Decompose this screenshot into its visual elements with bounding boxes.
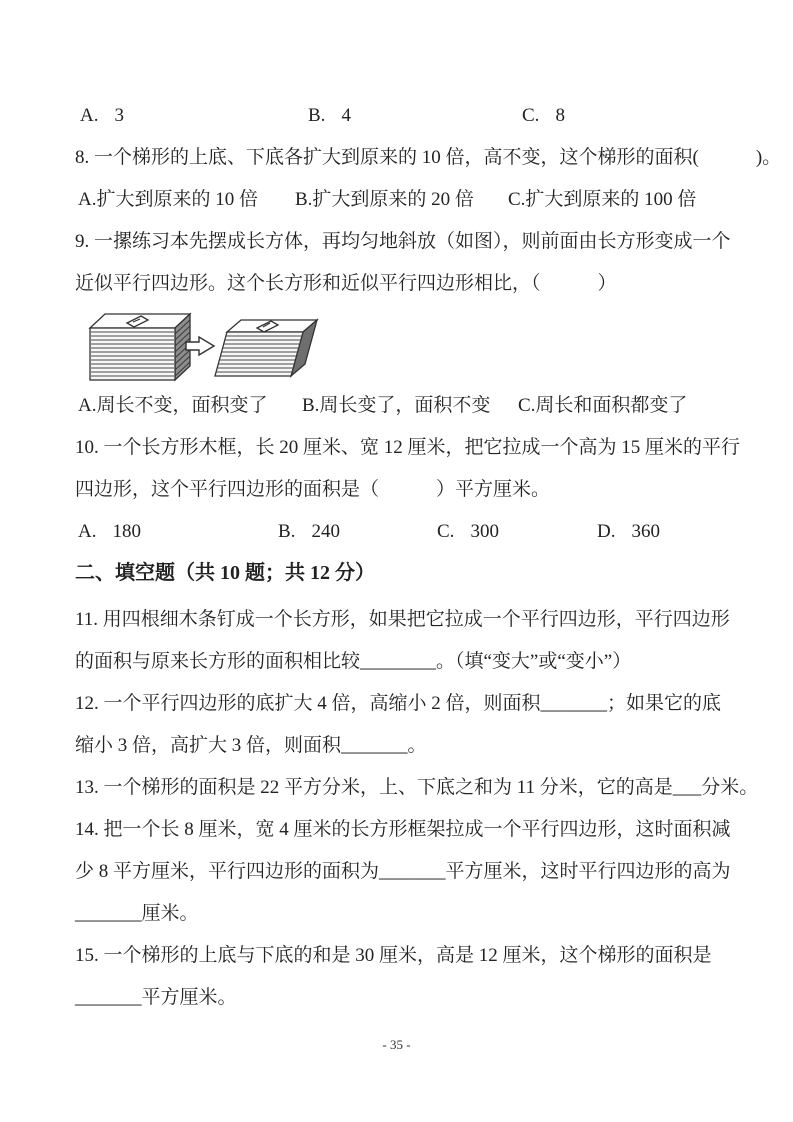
q10-options-row — [75, 511, 743, 553]
q11-line1: 11. 用四根细木条钉成一个长方形，如果把它拉成一个平行四边形，平行四边形 — [75, 609, 730, 630]
q8-option-a: A.扩大到原来的 10 倍 — [78, 189, 258, 210]
option-label: A. — [80, 105, 99, 126]
q9-options-row — [75, 385, 743, 427]
q7-option-c — [522, 95, 565, 137]
q7-option-a — [80, 95, 124, 137]
q8-option-c: C.扩大到原来的 100 倍 — [508, 189, 697, 210]
q8-option-b: B.扩大到原来的 20 倍 — [295, 189, 474, 210]
q15-line2: _______平方厘米。 — [75, 987, 237, 1008]
q8-stem: 8. 一个梯形的上底、下底各扩大到原来的 10 倍，高不变，这个梯形的面积( )。 — [75, 147, 782, 168]
q10-option-b — [278, 511, 340, 553]
q9-stem-line1: 9. 一摞练习本先摆成长方体，再均匀地斜放（如图），则前面由长方形变成一个 — [75, 231, 731, 252]
option-value: 180 — [112, 521, 141, 542]
q10-option-a — [78, 511, 141, 553]
q10-stem-line2: 四边形，这个平行四边形的面积是（ ）平方厘米。 — [75, 479, 551, 500]
option-value: 4 — [341, 105, 351, 126]
q14-line1: 14. 把一个长 8 厘米，宽 4 厘米的长方形框架拉成一个平行四边形，这时面积减 — [75, 819, 731, 840]
q14-line3: _______厘米。 — [75, 903, 199, 924]
cuboid-stack — [90, 314, 190, 380]
q9-option-c: C.周长和面积都变了 — [518, 395, 688, 416]
q14-line2: 少 8 平方厘米，平行四边形的面积为_______平方厘米，这时平行四边形的高为 — [75, 861, 731, 882]
option-label: B. — [308, 105, 326, 126]
option-label: C. — [522, 105, 540, 126]
q9-option-b: B.周长变了，面积不变 — [302, 395, 491, 416]
q10-stem-line1: 10. 一个长方形木框，长 20 厘米、宽 12 厘米，把它拉成一个高为 15 厘米的平行 — [75, 437, 741, 458]
option-value: 360 — [631, 521, 660, 542]
option-label: D. — [597, 521, 616, 542]
q12-line1: 12. 一个平行四边形的底扩大 4 倍，高缩小 2 倍，则面积_______；如果它的底 — [75, 693, 722, 714]
option-label: B. — [278, 521, 296, 542]
option-label: A. — [78, 521, 97, 542]
q15-line1: 15. 一个梯形的上底与下底的和是 30 厘米，高是 12 厘米，这个梯形的面积是 — [75, 945, 712, 966]
q9-stem-line2: 近似平行四边形。这个长方形和近似平行四边形相比，（ ） — [75, 273, 617, 294]
q12-line2: 缩小 3 倍，高扩大 3 倍，则面积_______。 — [75, 735, 427, 756]
notebook-stack-diagram — [85, 306, 320, 390]
slanted-stack — [215, 320, 317, 376]
q7-option-b — [308, 95, 351, 137]
q11-line2: 的面积与原来长方形的面积相比较________。（填“变大”或“变小”） — [75, 651, 632, 672]
page-number: - 35 - — [382, 1037, 411, 1052]
option-value: 240 — [311, 521, 340, 542]
q13-line1: 13. 一个梯形的面积是 22 平方分米，上、下底之和为 11 分米，它的高是___分米。 — [75, 777, 759, 798]
option-value: 300 — [470, 521, 499, 542]
q9-option-a: A.周长不变，面积变了 — [78, 395, 268, 416]
section2-heading: 二、填空题（共 10 题；共 12 分） — [75, 562, 375, 584]
option-label: C. — [437, 521, 455, 542]
option-value: 8 — [555, 105, 565, 126]
q7-options-row — [75, 95, 743, 137]
option-value: 3 — [114, 105, 124, 126]
q10-option-d — [597, 511, 660, 553]
q8-options-row — [75, 179, 743, 221]
q10-option-c — [437, 511, 499, 553]
